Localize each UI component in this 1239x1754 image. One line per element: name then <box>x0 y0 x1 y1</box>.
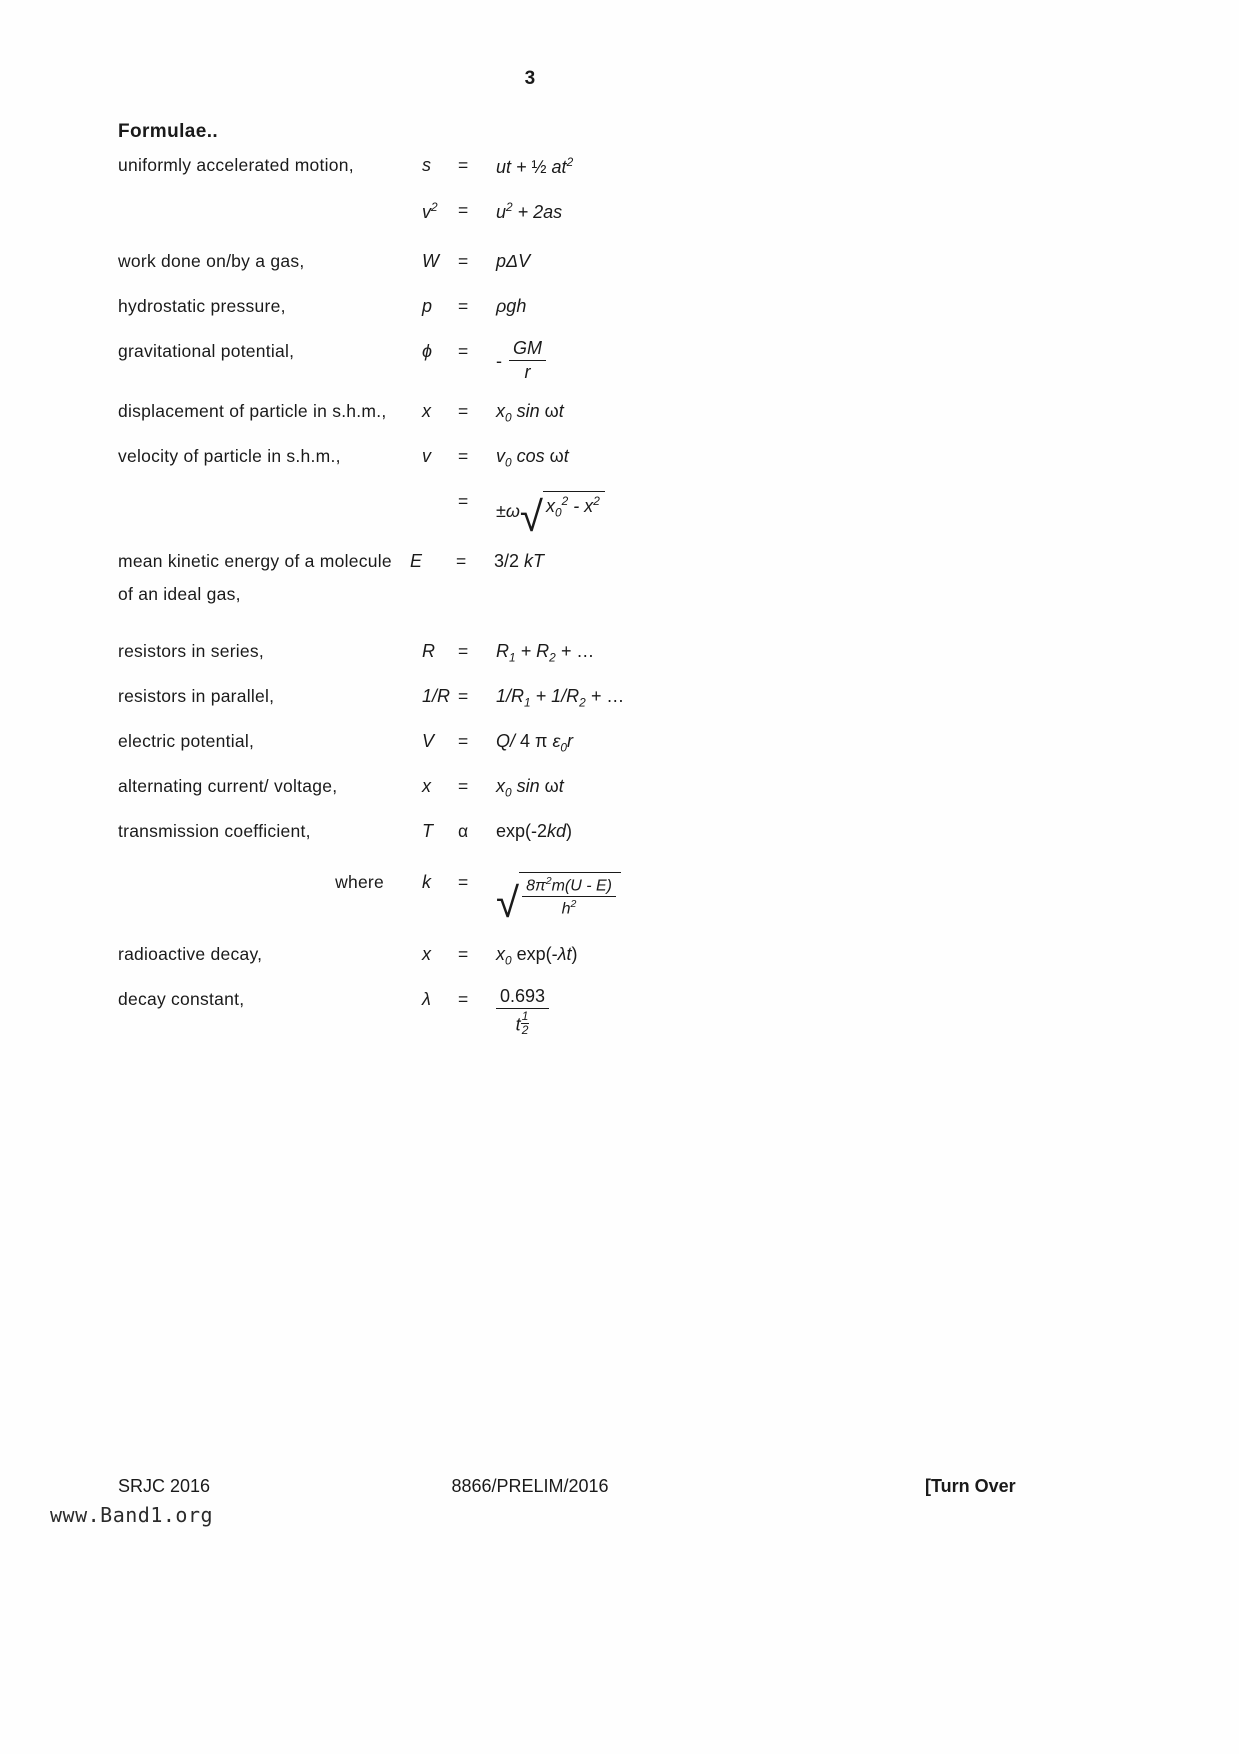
formula-expression <box>496 869 818 926</box>
formula-row <box>118 488 818 540</box>
formula-row <box>118 152 818 185</box>
footer-right: [Turn Over <box>925 1476 1016 1496</box>
formula-description: work done on/by a gas, <box>118 251 305 271</box>
formula-symbol: T <box>422 821 433 841</box>
fraction-denominator <box>496 1009 549 1036</box>
formula-description: mean kinetic energy of a molecule <box>118 551 392 571</box>
formula-expression: $x_0$ sin ωt <box>496 776 564 800</box>
formula-description: transmission coefficient, <box>118 821 311 841</box>
radical-prefix: ±ω <box>496 500 520 521</box>
formula-symbol: V <box>422 731 435 751</box>
formula-row-continuation <box>118 581 818 614</box>
formula-expression: $R_1 + R_2$ + … <box>496 641 595 665</box>
formula-expression <box>496 338 818 386</box>
formula-relation: = <box>458 401 469 421</box>
formula-row <box>118 197 818 230</box>
formula-description: displacement of particle in s.h.m., <box>118 401 387 421</box>
formula-symbol: x <box>422 944 431 964</box>
page-number: 3 <box>524 68 536 89</box>
formula-expression: $v_0$ cos ωt <box>496 446 569 470</box>
formula-row <box>118 548 818 581</box>
square-root-wavenumber <box>496 872 621 926</box>
formula-row <box>118 941 818 974</box>
formula-relation: = <box>458 341 469 361</box>
formula-expression: $x_0$ sin ωt <box>496 401 564 425</box>
formula-expression: Q/ 4 π $\varepsilon_0r$ <box>496 731 573 755</box>
formula-description: hydrostatic pressure, <box>118 296 286 316</box>
formula-symbol: s <box>422 155 431 175</box>
formula-symbol: v <box>422 446 431 466</box>
radicand: $x_0^2 - x^2$ <box>543 491 605 533</box>
formula-symbol: W <box>422 251 439 271</box>
formula-symbol: λ <box>422 989 431 1009</box>
fraction-denominator: r <box>524 362 531 382</box>
footer-left: SRJC 2016 <box>118 1476 211 1496</box>
fraction-decay-constant <box>496 986 549 1036</box>
formula-description <box>118 197 422 200</box>
formula-relation: = <box>458 872 469 892</box>
formula-relation: = <box>458 251 469 271</box>
formula-description: electric potential, <box>118 731 255 751</box>
half-life-symbol: t $\frac{1}{2}$ <box>515 1009 529 1037</box>
formula-row <box>118 398 818 431</box>
formula-row <box>118 728 818 761</box>
formula-relation: = <box>458 446 469 466</box>
footer-center: 8866/PRELIM/2016 <box>451 1476 609 1496</box>
formulae-list <box>118 152 818 1046</box>
formula-symbol: p <box>422 296 433 316</box>
formula-symbol: k <box>422 872 431 892</box>
formula-relation: = <box>458 200 469 220</box>
formula-expression: $1/R_1 + 1/R_2$ + … <box>496 686 625 710</box>
formula-relation: = <box>458 686 469 706</box>
formula-row <box>118 818 818 851</box>
formula-row <box>118 338 818 386</box>
formula-expression: ρgh <box>496 296 527 316</box>
formula-relation: α <box>458 821 469 841</box>
formula-expression: 3/2 kT <box>494 551 545 571</box>
formula-relation: = <box>458 944 469 964</box>
formula-symbol: 1/R <box>422 686 451 706</box>
formula-description-line2: of an ideal gas, <box>118 584 241 604</box>
formula-row <box>118 293 818 326</box>
formula-relation: = <box>458 491 469 511</box>
fraction-numerator: 0.693 <box>496 986 549 1009</box>
formula-description <box>118 488 422 491</box>
watermark-url: www.Band1.org <box>50 1503 214 1527</box>
radicand <box>519 872 621 919</box>
formula-expression <box>496 986 818 1039</box>
formula-description-where: where <box>335 872 384 892</box>
formula-expression <box>496 488 818 540</box>
formula-symbol: E <box>410 551 423 571</box>
radical-sign: √ <box>496 878 520 926</box>
formula-expression: $u^2 + 2as$ <box>496 200 563 222</box>
formula-expression: exp(-2kd) <box>496 821 573 841</box>
formula-symbol: R <box>422 641 435 661</box>
formula-relation: = <box>458 155 469 175</box>
minus-sign: - <box>496 351 502 371</box>
formula-relation: = <box>456 551 467 571</box>
page-title: Formulae.. <box>118 121 219 142</box>
formula-description: radioactive decay, <box>118 944 263 964</box>
radical-sign: √ <box>519 493 543 540</box>
fraction-numerator: $8\pi^2m(U - E)$ <box>522 875 616 897</box>
formula-row <box>118 986 818 1046</box>
formula-expression: $x_0$ exp(-λt) <box>496 944 578 968</box>
formula-row <box>118 248 818 281</box>
formula-row <box>118 773 818 806</box>
square-root-velocity <box>519 491 605 540</box>
formula-description: resistors in parallel, <box>118 686 275 706</box>
formula-expression: ut + ½ $at^2$ <box>496 155 574 177</box>
formula-description: decay constant, <box>118 989 245 1009</box>
formula-symbol: ϕ <box>422 341 433 361</box>
formula-relation: = <box>458 296 469 316</box>
formula-description: uniformly accelerated motion, <box>118 155 354 175</box>
formula-row <box>118 869 818 929</box>
formula-symbol <box>422 488 458 491</box>
formula-relation: = <box>458 731 469 751</box>
formula-description: velocity of particle in s.h.m., <box>118 446 341 466</box>
fraction-numerator: GM <box>509 338 546 361</box>
formula-description: gravitational potential, <box>118 341 295 361</box>
formula-row <box>118 443 818 476</box>
formula-relation: = <box>458 776 469 796</box>
formula-relation: = <box>458 641 469 661</box>
formula-symbol: x <box>422 401 431 421</box>
formula-description: alternating current/ voltage, <box>118 776 338 796</box>
formula-symbol: $v^2$ <box>422 200 438 222</box>
formula-expression: pΔV <box>496 251 531 271</box>
formula-relation: = <box>458 989 469 1009</box>
formula-symbol: x <box>422 776 431 796</box>
fraction-gravitational-potential <box>509 338 546 383</box>
formula-row <box>118 638 818 671</box>
fraction-denominator: $h^2$ <box>561 898 577 918</box>
formula-row <box>118 683 818 716</box>
formula-description: resistors in series, <box>118 641 265 661</box>
